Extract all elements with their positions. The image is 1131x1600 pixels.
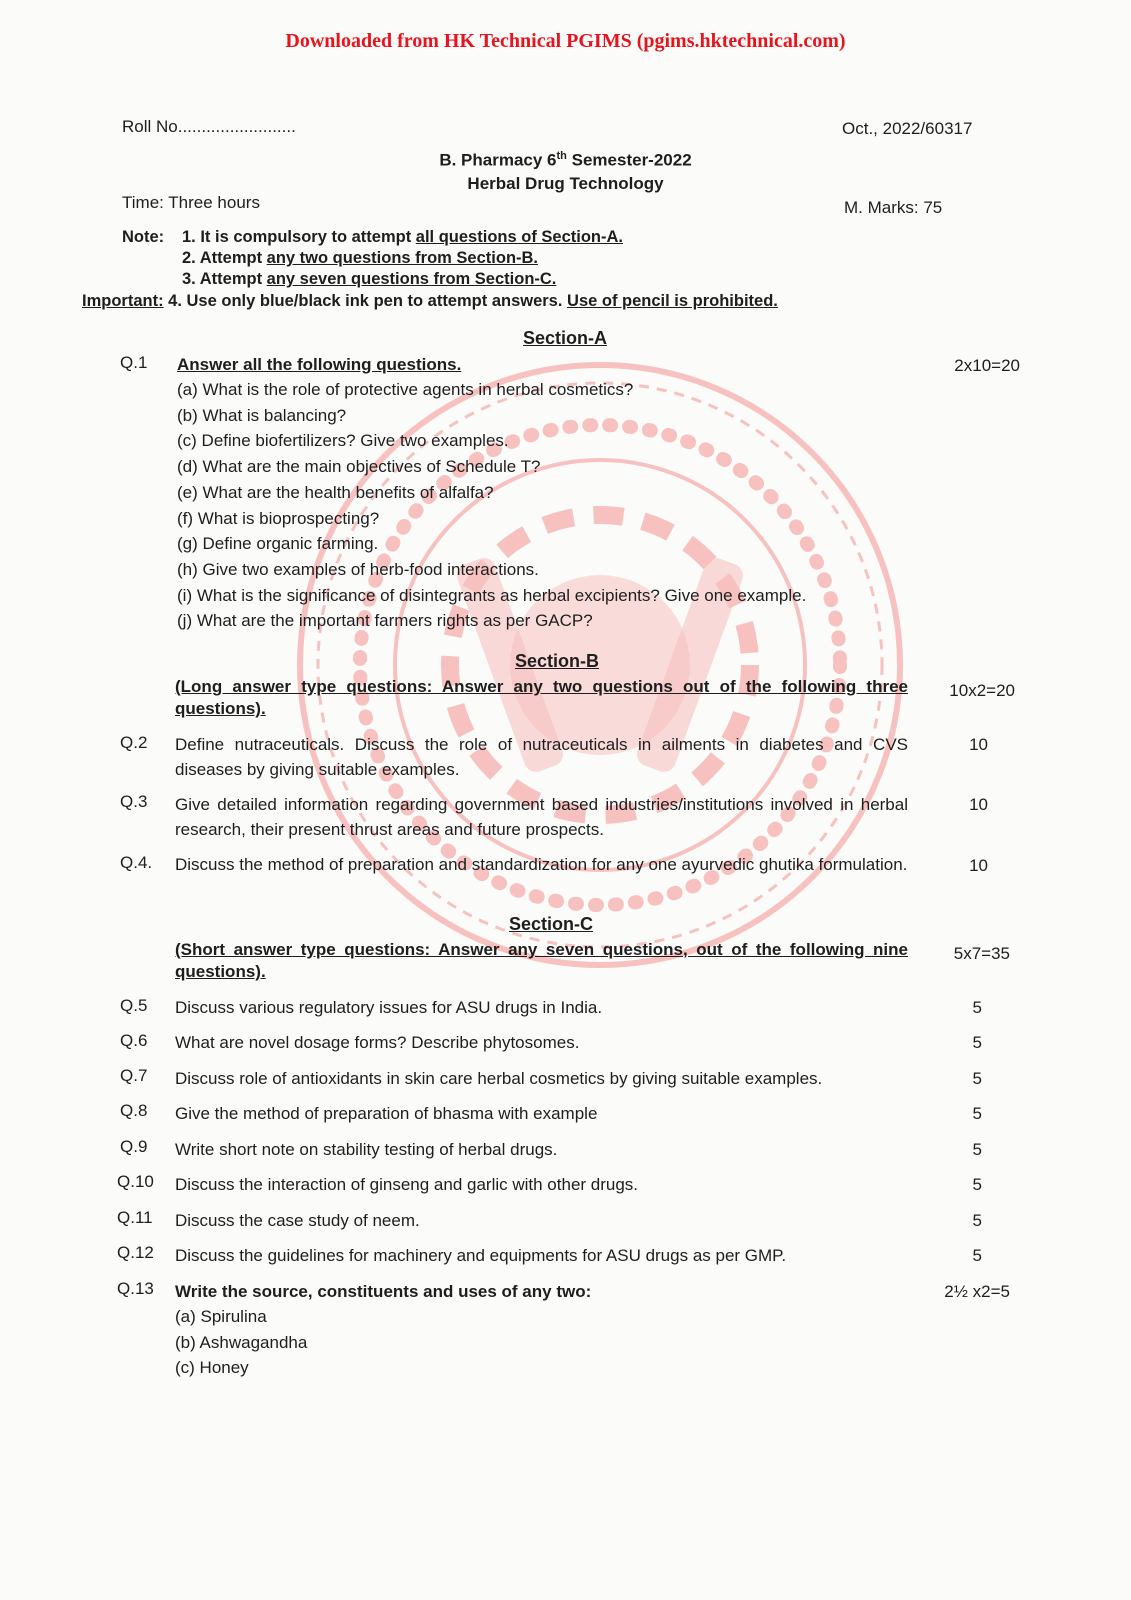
exam-time: Time: Three hours (122, 193, 260, 212)
q1-item: (i) What is the significance of disintegrants as herbal excipients? Give one example. (177, 585, 807, 605)
max-marks: M. Marks: 75 (844, 198, 943, 217)
q13-items (175, 1304, 307, 1381)
q1-item: (h) Give two examples of herb-food interactions. (177, 559, 539, 579)
section-c-marks: 5x7=35 (953, 944, 1010, 963)
q13-item: (b) Ashwagandha (175, 1332, 308, 1352)
note-2: 2. Attempt any two questions from Section-B. (182, 249, 539, 267)
q9-marks: 5 (972, 1140, 982, 1159)
q1-item: (f) What is bioprospecting? (177, 508, 380, 528)
q8-marks: 5 (972, 1104, 982, 1123)
subject-title: Herbal Drug Technology (467, 174, 664, 193)
q12-text: Discuss the guidelines for machinery and equipments for ASU drugs as per GMP. (175, 1246, 787, 1265)
note-3: 3. Attempt any seven questions from Section-C. (182, 270, 557, 288)
download-banner: Downloaded from HK Technical PGIMS (pgims.hktechnical.com) (285, 30, 846, 52)
q1-number: Q.1 (120, 353, 148, 372)
q13-item: (a) Spirulina (175, 1307, 267, 1326)
q3-marks: 10 (969, 795, 988, 814)
q10-marks: 5 (972, 1175, 982, 1194)
q1-item: (g) Define organic farming. (177, 534, 379, 554)
q13-item: (c) Honey (175, 1358, 249, 1378)
note-4: Important: 4. Use only blue/black ink pen to attempt answers. Use of pencil is prohibited. (82, 292, 778, 310)
q7-number: Q.7 (120, 1066, 148, 1085)
q7-text: Discuss role of antioxidants in skin care herbal cosmetics by giving suitable examples. (175, 1069, 823, 1088)
q3-number: Q.3 (120, 792, 148, 811)
q2-number: Q.2 (120, 733, 148, 752)
note-label: Note: (122, 228, 165, 246)
roll-number: Roll No......................... (122, 117, 296, 136)
q13-text: Write the source, constituents and uses of any two: (175, 1282, 592, 1301)
q1-item: (d) What are the main objectives of Schedule T? (177, 457, 541, 477)
section-c-instruction: (Short answer type questions: Answer any seven questions, out of the following nine questions). (175, 940, 908, 981)
q2-text: Define nutraceuticals. Discuss the role of nutraceuticals in ailments in diabetes and CVS diseases by giving suitable examples. (175, 735, 908, 779)
q4-text: Discuss the method of preparation and standardization for any one ayurvedic ghutika formulation. (175, 855, 908, 874)
q5-number: Q.5 (120, 996, 148, 1015)
q5-text: Discuss various regulatory issues for ASU drugs in India. (175, 998, 603, 1017)
q10-number: Q.10 (117, 1172, 154, 1191)
q2-marks: 10 (969, 735, 988, 754)
q11-marks: 5 (972, 1211, 982, 1230)
q4-marks: 10 (969, 856, 988, 875)
q6-marks: 5 (972, 1033, 982, 1052)
q1-item: (a) What is the role of protective agents in herbal cosmetics? (177, 380, 634, 399)
section-c-title: Section-C (508, 914, 593, 934)
q1-item: (e) What are the health benefits of alfalfa? (177, 482, 494, 502)
section-b-marks: 10x2=20 (949, 681, 1015, 700)
q1-marks: 2x10=20 (954, 356, 1020, 375)
note-1: 1. It is compulsory to attempt all questions of Section-A. (182, 228, 623, 246)
exam-code: Oct., 2022/60317 (842, 119, 973, 138)
q13-marks: 2½ x2=5 (944, 1282, 1010, 1301)
q9-text: Write short note on stability testing of herbal drugs. (175, 1140, 558, 1159)
course-title: B. Pharmacy 6th Semester-2022 (439, 150, 692, 170)
q1-item: (b) What is balancing? (177, 405, 347, 425)
q9-number: Q.9 (120, 1137, 148, 1156)
section-b-title: Section-B (514, 651, 599, 671)
q6-number: Q.6 (120, 1031, 148, 1050)
q6-text: What are novel dosage forms? Describe phytosomes. (175, 1033, 580, 1052)
section-a-title: Section-A (522, 328, 607, 348)
q5-marks: 5 (972, 998, 982, 1017)
q12-marks: 5 (972, 1246, 982, 1265)
q4-number: Q.4. (120, 853, 153, 872)
q13-number: Q.13 (117, 1279, 154, 1298)
q1-item: (c) Define biofertilizers? Give two examples. (177, 431, 509, 451)
q11-number: Q.11 (117, 1208, 153, 1227)
q12-number: Q.12 (117, 1243, 154, 1262)
q10-text: Discuss the interaction of ginseng and garlic with other drugs. (175, 1175, 639, 1194)
q8-number: Q.8 (120, 1101, 148, 1120)
q11-text: Discuss the case study of neem. (175, 1211, 420, 1230)
q1-instruction: Answer all the following questions. (177, 355, 462, 374)
q1-item: (j) What are the important farmers rights as per GACP? (177, 611, 593, 631)
section-b-instruction: (Long answer type questions: Answer any two questions out of the following three questions). (175, 677, 908, 718)
q7-marks: 5 (972, 1069, 982, 1088)
q8-text: Give the method of preparation of bhasma with example (175, 1104, 598, 1123)
q3-text: Give detailed information regarding government based industries/institutions involved in herbal research, their present thrust areas and future prospects. (175, 795, 908, 839)
q1-items (177, 377, 937, 634)
